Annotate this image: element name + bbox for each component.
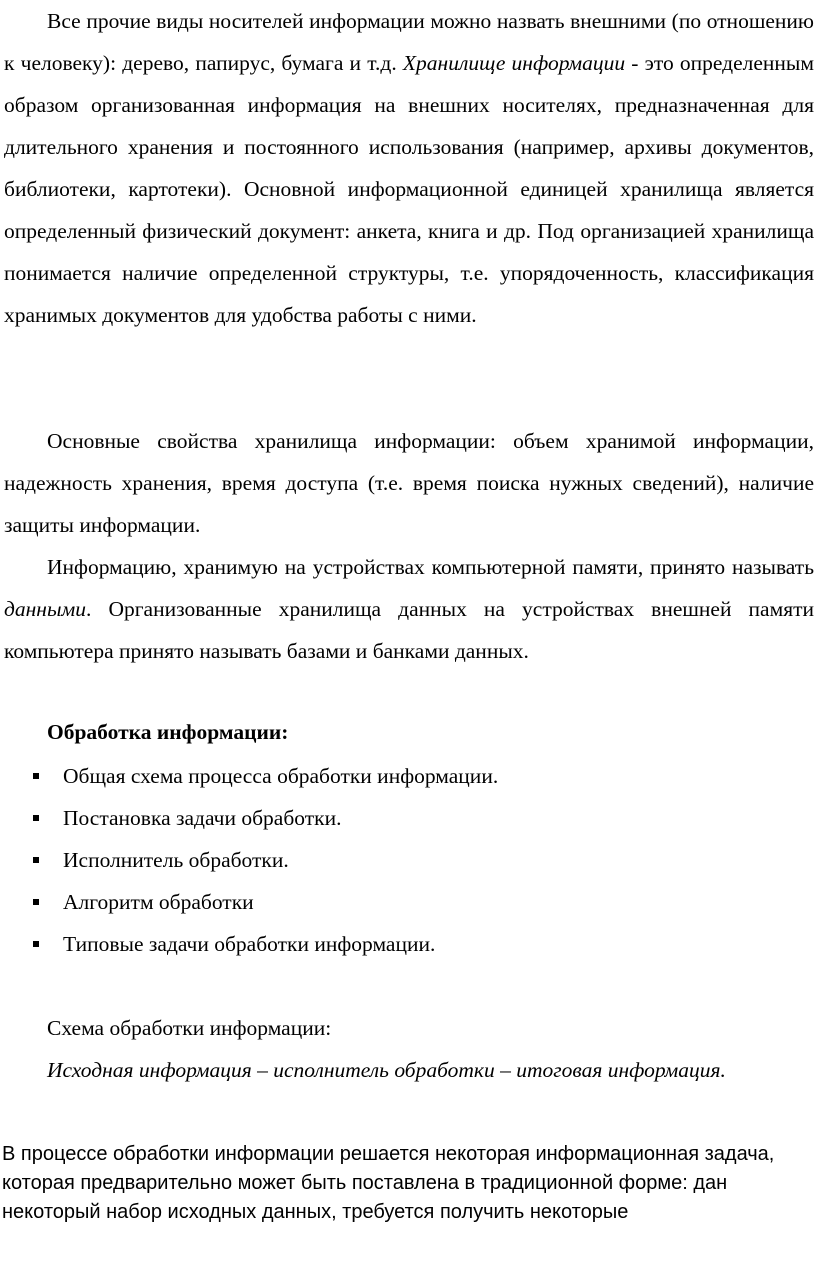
bullet-list (0, 755, 498, 965)
square-bullet-icon (33, 899, 39, 905)
paragraph-data-definition (4, 546, 814, 672)
list-item (0, 755, 498, 797)
paragraph-storage-definition (4, 0, 814, 336)
section-heading: Обработка информации: (47, 720, 289, 744)
paragraph-processing-task: В процессе обработки информации решается некоторая информационная задача, которая предварительно может быть поставлена в традиционной форме: дан некоторый набор исходных данных, требуется получить некоторые (2, 1143, 775, 1223)
scheme-formula (47, 1049, 726, 1091)
scheme-formula-text: Исходная информация – исполнитель обработки – итоговая информация. (47, 1058, 726, 1082)
square-bullet-icon (33, 815, 39, 821)
list-item (0, 839, 498, 881)
scheme-label: Схема обработки информации: (47, 1016, 332, 1040)
list-item-text: Общая схема процесса обработки информации. (63, 764, 499, 788)
list-item-text: Исполнитель обработки. (63, 848, 289, 872)
list-item (0, 923, 498, 965)
term-data: данными (4, 597, 86, 621)
square-bullet-icon (33, 857, 39, 863)
list-item-text: Типовые задачи обработки информации. (63, 932, 436, 956)
paragraph-storage-properties: Основные свойства хранилища информации: объем хранимой информации, надежность хранения, время доступа (т.е. время поиска нужных сведений), наличие защиты информации. (4, 429, 814, 537)
list-item (0, 881, 498, 923)
paragraph-3-part-1: Информацию, хранимую на устройствах компьютерной памяти, принято называть (47, 555, 814, 579)
paragraph-1-part-2: - это определенным образом организованная информация на внешних носителях, предназначенная для длительного хранения и постоянного использования (например, архивы документов, библиотеки, картотеки). Основной информационной единицей хранилища является определенный физический документ: анкета, книга и др. Под организацией хранилища понимается наличие определенной структуры, т.е. упорядоченность, классификация хранимых документов для удобства работы с ними. (4, 51, 814, 327)
square-bullet-icon (33, 773, 39, 779)
list-item-text: Постановка задачи обработки. (63, 806, 342, 830)
paragraph-3-part-2: . Организованные хранилища данных на устройствах внешней памяти компьютера принято называть базами и банками данных. (4, 597, 814, 663)
list-item-text: Алгоритм обработки (63, 890, 254, 914)
list-item (0, 797, 498, 839)
square-bullet-icon (33, 941, 39, 947)
paragraph-1-part-1: Все прочие виды носителей информации можно назвать внешними (по отношению к человеку): дерево, папирус, бумага и т.д. (4, 9, 814, 75)
term-storage: Хранилище информации (402, 51, 626, 75)
